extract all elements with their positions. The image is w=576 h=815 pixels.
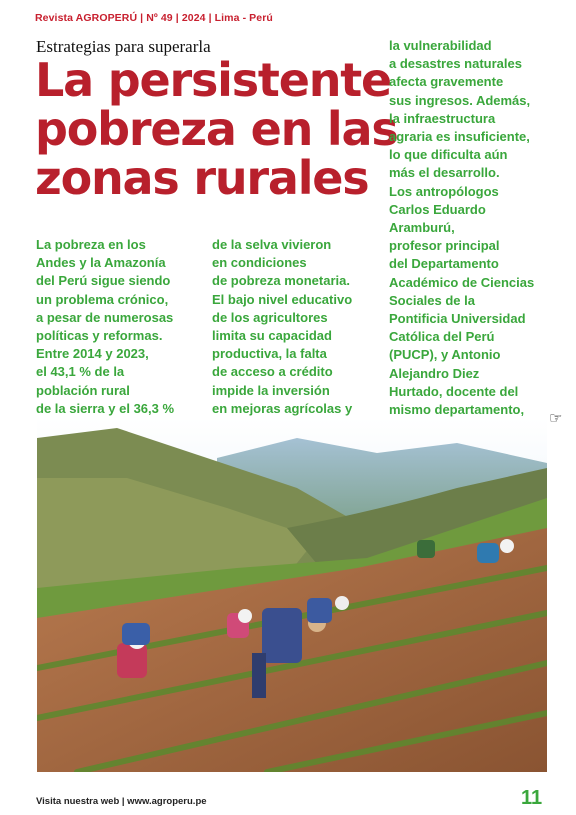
text-line: políticas y reformas. — [36, 328, 163, 344]
farmers-field-photo — [37, 418, 547, 772]
footer-website: Visita nuestra web | www.agroperu.pe — [36, 796, 207, 807]
text-line: el 43,1 % de la — [36, 364, 125, 380]
text-line: Los antropólogos — [389, 183, 499, 199]
text-line: Académico de Ciencias — [389, 274, 535, 290]
text-line: productiva, la falta — [212, 346, 327, 362]
text-line: Hurtado, docente del — [389, 383, 519, 399]
text-line: Católica del Perú — [389, 329, 495, 345]
text-line: de la sierra y el 36,3 % — [36, 400, 175, 416]
text-line: Pontificia Universidad — [389, 311, 526, 327]
text-line: la vulnerabilidad — [389, 38, 492, 53]
text-line: de los agricultores — [212, 309, 328, 325]
text-line: la infraestructura — [389, 110, 496, 126]
text-column-3 — [389, 37, 534, 419]
text-line: Aramburú, — [389, 220, 455, 236]
text-line: lo que dificulta aún — [389, 147, 508, 163]
text-line: de acceso a crédito — [212, 364, 333, 380]
text-line: limita su capacidad — [212, 328, 332, 344]
text-line: más el desarrollo. — [389, 165, 500, 181]
text-line: de la selva vivieron — [212, 237, 332, 252]
text-line: de pobreza monetaria. — [212, 273, 350, 289]
pointing-hand-icon[interactable]: ☞ — [549, 410, 563, 427]
article-title — [35, 53, 398, 205]
text-line: población rural — [36, 382, 130, 398]
article-kicker: Estrategias para superarla — [36, 37, 211, 56]
text-line: Sociales de la — [389, 292, 475, 308]
text-line: El bajo nivel educativo — [212, 291, 353, 307]
text-line: en mejoras agrícolas y — [212, 400, 353, 416]
title-line: zonas rurales — [35, 151, 369, 205]
text-line: un problema crónico, — [36, 291, 169, 307]
text-line: afecta gravemente — [389, 74, 504, 90]
text-line: a desastres naturales — [389, 56, 522, 72]
text-line: Alejandro Diez — [389, 365, 480, 381]
text-line: agraria es insuficiente, — [389, 129, 530, 145]
text-line: a pesar de numerosas — [36, 309, 174, 325]
page-number: 11 — [521, 787, 543, 809]
text-column-1 — [36, 236, 174, 418]
text-column-2 — [212, 236, 352, 418]
text-line: del Perú sigue siendo — [36, 273, 171, 289]
text-line: impide la inversión — [212, 382, 330, 398]
title-line: La persistente — [35, 53, 392, 107]
title-line: pobreza en las — [35, 102, 398, 156]
text-line: (PUCP), y Antonio — [389, 347, 501, 363]
text-line: Entre 2014 y 2023, — [36, 346, 149, 362]
text-line: sus ingresos. Además, — [389, 92, 531, 108]
masthead: Revista AGROPERÚ | Nº 49 | 2024 | Lima - Perú — [35, 12, 273, 24]
text-line: profesor principal — [389, 238, 500, 254]
text-line: mismo departamento, — [389, 402, 525, 418]
text-line: del Departamento — [389, 256, 499, 272]
text-line: La pobreza en los — [36, 237, 146, 252]
text-line: en condiciones — [212, 255, 307, 271]
text-line: Carlos Eduardo — [389, 201, 486, 217]
text-line: Andes y la Amazonía — [36, 255, 166, 271]
